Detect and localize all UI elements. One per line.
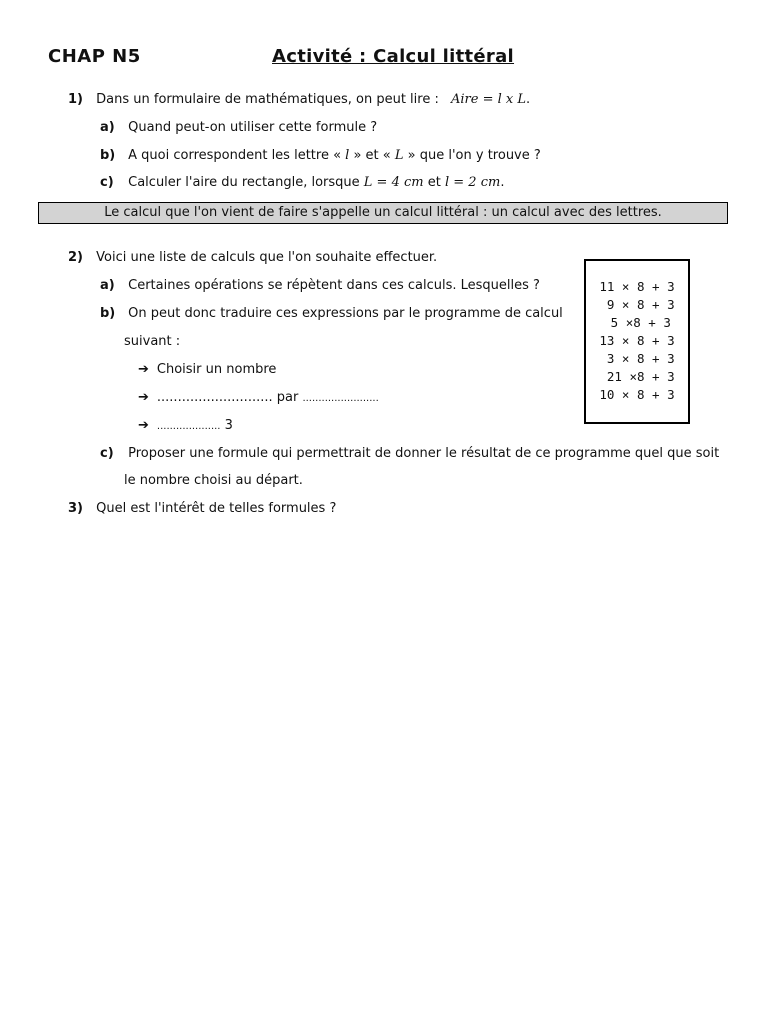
question-1c-number: c) [100, 175, 114, 190]
calculation-row: 9 × 8 + 3 [599, 297, 675, 312]
arrow-right-icon: ➔ [138, 390, 149, 405]
question-3-number: 3) [68, 501, 83, 516]
question-2b [100, 306, 563, 321]
question-1b [100, 148, 541, 163]
area-formula: Aire = l x L [451, 92, 526, 107]
question-2 [68, 250, 437, 265]
width-equation: l = 2 cm [444, 175, 501, 190]
question-2b-continuation: suivant : [124, 334, 181, 349]
question-1b-text-1: A quoi correspondent les lettre « [128, 148, 346, 163]
area-formula-end: . [526, 92, 531, 107]
arrow-right-icon: ➔ [138, 418, 149, 433]
question-2c [100, 446, 719, 461]
program-step-2-blank-2: ........................ [302, 393, 379, 404]
question-1a [100, 120, 377, 135]
arrow-right-icon: ➔ [138, 362, 149, 377]
program-step-3 [138, 418, 233, 433]
question-1c-text-1: Calculer l'aire du rectangle, lorsque [128, 175, 364, 190]
question-2c-text-1: Proposer une formule qui permettrait de donner le résultat de ce programme quel que soit [128, 446, 720, 461]
question-2b-text-1: On peut donc traduire ces expressions par le programme de calcul [128, 306, 563, 321]
question-1c-text-3: . [500, 175, 505, 190]
program-step-1 [138, 362, 276, 377]
question-1a-number: a) [100, 120, 115, 135]
calculation-row: 21 ×8 + 3 [599, 369, 675, 384]
program-step-2 [138, 390, 379, 405]
question-1b-text-3: » que l'on y trouve ? [403, 148, 541, 163]
page-title: Activité : Calcul littéral [272, 46, 515, 67]
chapter-label: CHAP N5 [48, 46, 141, 67]
program-step-2-word: par [272, 390, 303, 405]
var-l: l [345, 148, 350, 163]
length-equation: L = 4 cm [363, 175, 424, 190]
question-1b-number: b) [100, 148, 116, 163]
calculation-row: 5 ×8 + 3 [603, 315, 671, 330]
question-2-text: Voici une liste de calculs que l'on souhaite effectuer. [96, 250, 438, 265]
calculation-row: 3 × 8 + 3 [599, 351, 675, 366]
definition-callout: Le calcul que l'on vient de faire s'appelle un calcul littéral : un calcul avec des lettres. [38, 202, 728, 224]
question-2c-continuation: le nombre choisi au départ. [124, 473, 303, 488]
calculation-row: 10 × 8 + 3 [599, 387, 675, 402]
question-1-number: 1) [68, 92, 83, 107]
question-3 [68, 501, 336, 516]
program-step-2-blank-1: ............................ [156, 390, 273, 405]
var-L: L [394, 148, 404, 163]
question-1 [68, 92, 530, 107]
calculations-box [584, 259, 690, 424]
question-2c-number: c) [100, 446, 114, 461]
question-1a-text: Quand peut-on utiliser cette formule ? [128, 120, 378, 135]
question-2a-text: Certaines opérations se répètent dans ces calculs. Lesquelles ? [128, 278, 540, 293]
question-3-text: Quel est l'intérêt de telles formules ? [96, 501, 337, 516]
question-1c [100, 175, 504, 190]
calculation-row: 13 × 8 + 3 [599, 333, 675, 348]
question-2a [100, 278, 540, 293]
question-1b-text-2: » et « [349, 148, 395, 163]
program-step-3-blank: .................... [156, 421, 221, 432]
program-step-3-value: 3 [220, 418, 233, 433]
question-1c-text-2: et [423, 175, 445, 190]
question-2b-number: b) [100, 306, 116, 321]
question-1-text: Dans un formulaire de mathématiques, on peut lire : [96, 92, 439, 107]
program-step-1-text: Choisir un nombre [156, 362, 277, 377]
question-2-number: 2) [68, 250, 83, 265]
question-2a-number: a) [100, 278, 115, 293]
calculation-row: 11 × 8 + 3 [599, 279, 675, 294]
